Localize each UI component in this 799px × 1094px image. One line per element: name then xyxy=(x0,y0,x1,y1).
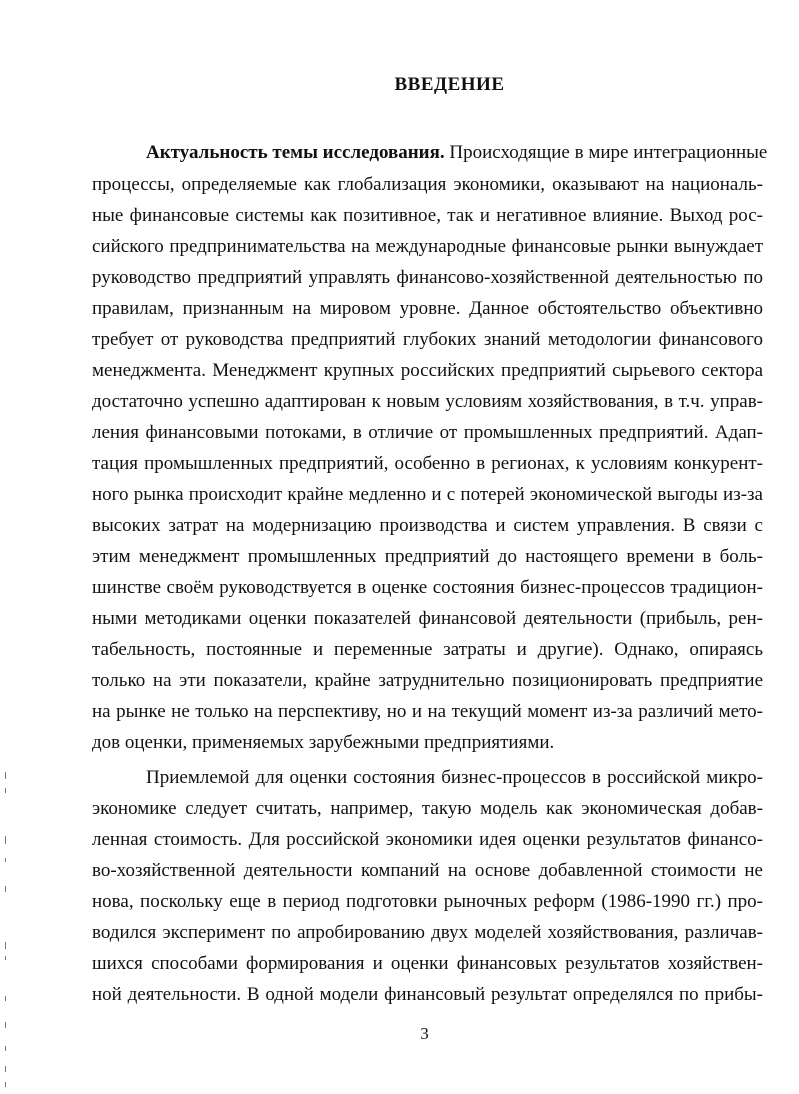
text-line: ной деятельности. В одной модели финансовый результат определялся по прибы- xyxy=(92,984,763,1005)
text-line: высоких затрат на модернизацию производства и систем управления. В связи с xyxy=(92,515,763,536)
scan-mark xyxy=(5,858,6,862)
scan-mark xyxy=(5,996,6,1001)
scan-mark xyxy=(5,1066,6,1072)
scan-edge-marks xyxy=(0,760,14,1094)
text-line xyxy=(146,141,768,165)
text-line: водился эксперимент по апробированию двух моделей хозяйствования, различав- xyxy=(92,922,763,943)
text-line: ные финансовые системы как позитивное, так и негативное влияние. Выход рос- xyxy=(92,205,763,226)
text-line: процессы, определяемые как глобализация экономики, оказывают на националь- xyxy=(92,174,763,195)
text-line: тация промышленных предприятий, особенно в регионах, к условиям конкурент- xyxy=(92,453,763,474)
text-line: во-хозяйственной деятельности компаний на основе добавленной стоимости не xyxy=(92,860,763,881)
text-line: на рынке не только на перспективу, но и на текущий момент из-за различий мето- xyxy=(92,701,763,722)
text-line: нова, поскольку еще в период подготовки рыночных реформ (1986-1990 гг.) про- xyxy=(92,891,763,912)
text-line: достаточно успешно адаптирован к новым условиям хозяйствования, в т.ч. управ- xyxy=(92,391,763,412)
text-line: ными методиками оценки показателей финансовой деятельности (прибыль, рен- xyxy=(92,608,763,629)
text-line: требует от руководства предприятий глубоких знаний методологии финансового xyxy=(92,329,763,350)
text-line: табельность, постоянные и переменные затраты и другие). Однако, опираясь xyxy=(92,639,763,660)
scan-mark xyxy=(5,772,6,779)
scan-mark xyxy=(5,1082,6,1087)
page-title: ВВЕДЕНИЕ xyxy=(394,74,505,95)
scan-mark xyxy=(5,1046,6,1051)
text-line: ного рынка происходит крайне медленно и с потерей экономической выгоды из-за xyxy=(92,484,763,505)
text-line: ления финансовыми потоками, в отличие от промышленных предприятий. Адап- xyxy=(92,422,763,443)
page-number: 3 xyxy=(420,1024,429,1043)
text-line: шинстве своём руководствуется в оценке состояния бизнес-процессов традицион- xyxy=(92,577,763,598)
scan-mark xyxy=(5,836,6,844)
section-lead: Актуальность темы исследования. xyxy=(146,142,445,163)
text-line: сийского предпринимательства на международные финансовые рынки вынуждает xyxy=(92,236,763,257)
scan-mark xyxy=(5,788,6,793)
text-line: дов оценки, применяемых зарубежными предприятиями. xyxy=(92,732,555,753)
text-line: руководство предприятий управлять финансово-хозяйственной деятельностью по xyxy=(92,267,763,288)
text-line: менеджмента. Менеджмент крупных российских предприятий сырьевого сектора xyxy=(92,360,763,381)
text-fragment: Происходящие в мире интеграционные xyxy=(444,142,768,163)
text-line: экономике следует считать, например, такую модель как экономическая добав- xyxy=(92,798,763,819)
text-line: правилам, признанным на мировом уровне. Данное обстоятельство объективно xyxy=(92,298,763,319)
scan-mark xyxy=(5,1022,6,1028)
text-line: только на эти показатели, крайне затруднительно позиционировать предприятие xyxy=(92,670,763,691)
scan-mark xyxy=(5,886,6,892)
scan-mark xyxy=(5,942,6,949)
scan-mark xyxy=(5,956,6,960)
text-line: шихся способами формирования и оценки финансовых результатов хозяйствен- xyxy=(92,953,763,974)
text-line: ленная стоимость. Для российской экономики идея оценки результатов финансо- xyxy=(92,829,763,850)
text-line: Приемлемой для оценки состояния бизнес-процессов в российской микро- xyxy=(146,767,763,788)
text-line: этим менеджмент промышленных предприятий до настоящего времени в боль- xyxy=(92,546,763,567)
